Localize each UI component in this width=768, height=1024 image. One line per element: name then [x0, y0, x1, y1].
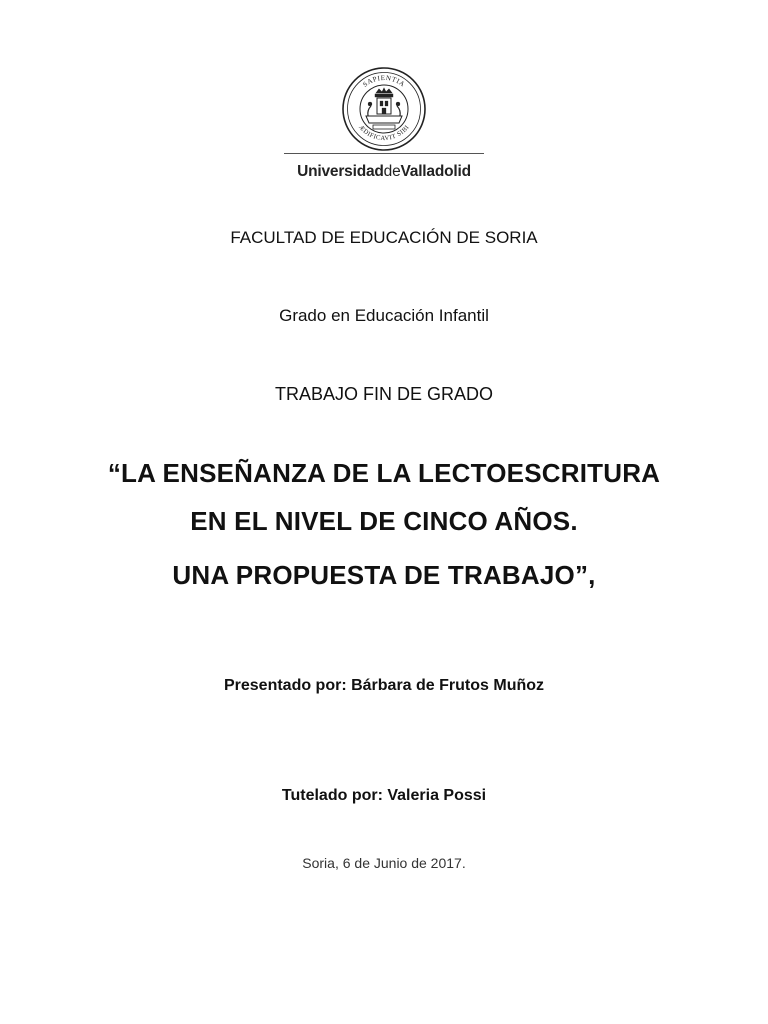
university-seal-icon	[341, 66, 427, 152]
degree-name: Grado en Educación Infantil	[279, 306, 489, 325]
university-wordmark	[282, 163, 486, 181]
wordmark-de: de	[383, 163, 401, 180]
author-line: Presentado por: Bárbara de Frutos Muñoz	[223, 677, 545, 694]
tutor-line: Tutelado por: Valeria Possi	[281, 787, 487, 804]
thesis-title-line-1: “LA ENSEÑANZA DE LA LECTOESCRITURA	[107, 458, 661, 488]
place-date: Soria, 6 de Junio de 2017.	[302, 855, 466, 871]
thesis-title-line-2: EN EL NIVEL DE CINCO AÑOS.	[190, 506, 578, 536]
wordmark-valladolid: Valladolid	[400, 163, 471, 180]
thesis-title-line-3: UNA PROPUESTA DE TRABAJO”,	[172, 560, 596, 590]
logo-divider	[284, 153, 484, 154]
seal-text-top: SAPIENTIA	[361, 73, 407, 89]
work-type: TRABAJO FIN DE GRADO	[274, 384, 494, 404]
university-logo	[282, 64, 486, 188]
seal-text-bottom: ÆDIFICAVIT SIBI	[357, 123, 411, 143]
wordmark-universidad: Universidad	[297, 163, 384, 180]
faculty-name: FACULTAD DE EDUCACIÓN DE SORIA	[230, 228, 538, 247]
